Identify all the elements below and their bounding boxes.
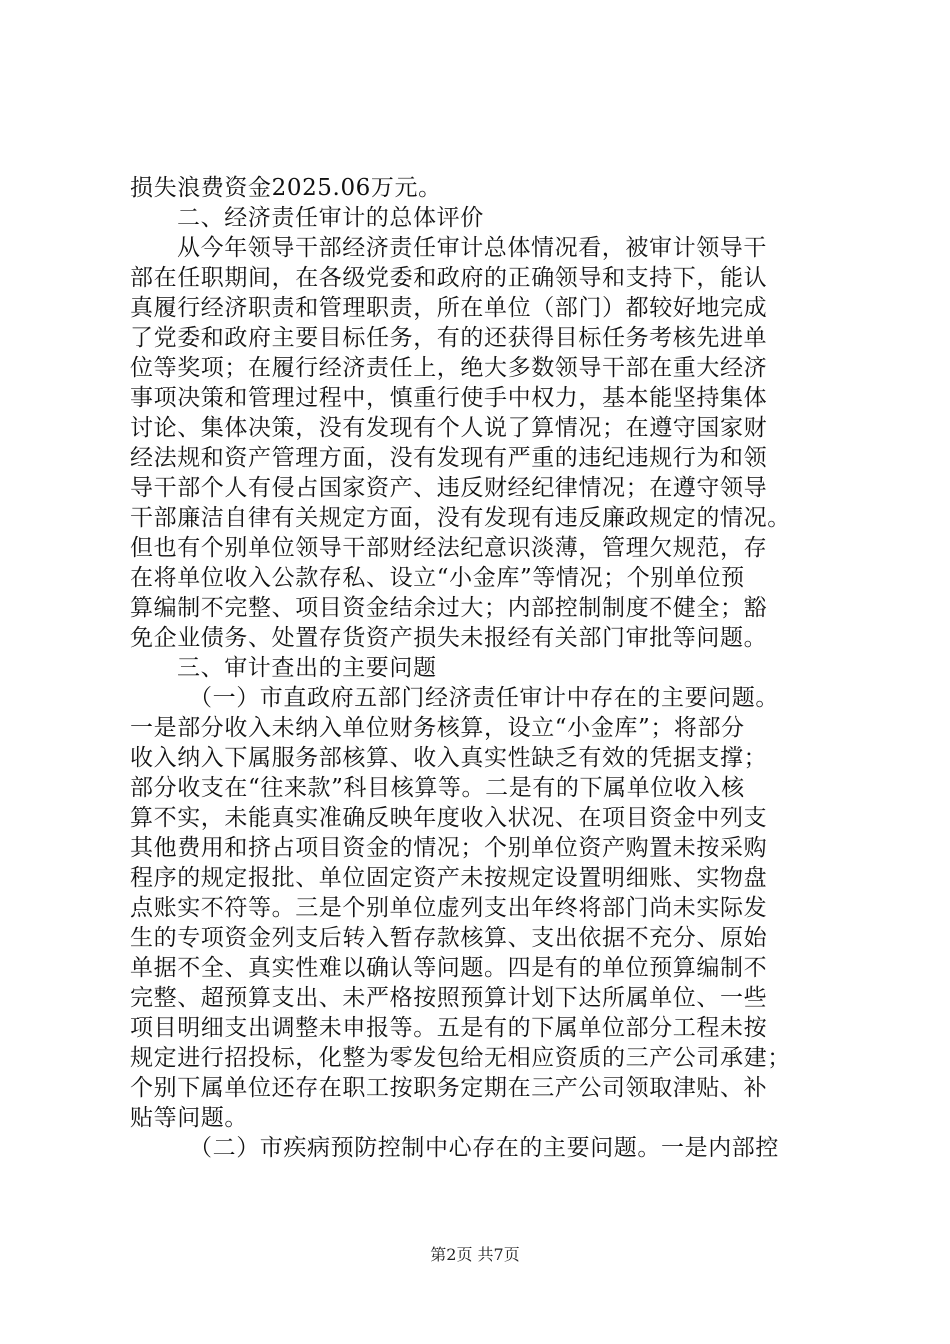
text-line: 收入纳入下属服务部核算、收入真实性缺乏有效的凭据支撑；	[130, 745, 768, 771]
text-line: 算编制不完整、项目资金结余过大；内部控制制度不健全；豁	[130, 595, 768, 621]
subsection-heading-1: （一）市直政府五部门经济责任审计中存在的主要问题。	[189, 685, 779, 711]
text-line: 一是部分收入未纳入单位财务核算，设立“小金库”；将部分	[130, 715, 745, 741]
page-footer	[0, 1245, 950, 1265]
section-heading-3: 三、审计查出的主要问题	[177, 655, 437, 681]
text-line: 规定进行招投标，化整为零发包给无相应资质的三产公司承建；	[130, 1045, 791, 1071]
text-line: 位等奖项；在履行经济责任上，绝大多数领导干部在重大经济	[130, 355, 768, 381]
text-line: 其他费用和挤占项目资金的情况；个别单位资产购置未按采购	[130, 835, 768, 861]
text-line: 部分收支在“往来款”科目核算等。二是有的下属单位收入核	[130, 775, 745, 801]
text-line: 在将单位收入公款存私、设立“小金库”等情况；个别单位预	[130, 565, 745, 591]
text-line: 单据不全、真实性难以确认等问题。四是有的单位预算编制不	[130, 955, 768, 981]
text-line: 部在任职期间，在各级党委和政府的正确领导和支持下，能认	[130, 265, 768, 291]
text-line: 但也有个别单位领导干部财经法纪意识淡薄，管理欠规范，存	[130, 535, 768, 561]
text-line: 真履行经济职责和管理职责，所在单位（部门）都较好地完成	[130, 295, 768, 321]
text-line: 干部廉洁自律有关规定方面，没有发现有违反廉政规定的情况。	[130, 505, 791, 531]
text-line: 生的专项资金列支后转入暂存款核算、支出依据不充分、原始	[130, 925, 768, 951]
text-line: 算不实，未能真实准确反映年度收入状况、在项目资金中列支	[130, 805, 768, 831]
subsection-heading-2: （二）市疾病预防控制中心存在的主要问题。一是内部控	[189, 1135, 779, 1161]
text-line: 项目明细支出调整未申报等。五是有的下属单位部分工程未按	[130, 1015, 768, 1041]
text-line: 导干部个人有侵占国家资产、违反财经纪律情况；在遵守领导	[130, 475, 768, 501]
text-line: 个别下属单位还存在职工按职务定期在三产公司领取津贴、补	[130, 1075, 768, 1101]
text-line: 损失浪费资金2025.06万元。	[130, 175, 442, 201]
section-heading-2: 二、经济责任审计的总体评价	[177, 205, 484, 231]
text-line: 完整、超预算支出、未严格按照预算计划下达所属单位、一些	[130, 985, 768, 1011]
text-line: 贴等问题。	[130, 1105, 248, 1131]
text-line: 程序的规定报批、单位固定资产未按规定设置明细账、实物盘	[130, 865, 768, 891]
text-line: 免企业债务、处置存货资产损失未报经有关部门审批等问题。	[130, 625, 768, 651]
text-line: 点账实不符等。三是个别单位虚列支出年终将部门尚未实际发	[130, 895, 768, 921]
text-line: 从今年领导干部经济责任审计总体情况看，被审计领导干	[177, 235, 767, 261]
page-number-label: 第2页 共7页	[430, 1245, 520, 1264]
text-line: 事项决策和管理过程中，慎重行使手中权力，基本能坚持集体	[130, 385, 768, 411]
text-line: 经法规和资产管理方面，没有发现有严重的违纪违规行为和领	[130, 445, 768, 471]
text-line: 了党委和政府主要目标任务，有的还获得目标任务考核先进单	[130, 325, 768, 351]
document-body	[130, 173, 835, 1163]
text-line: 讨论、集体决策，没有发现有个人说了算情况；在遵守国家财	[130, 415, 768, 441]
